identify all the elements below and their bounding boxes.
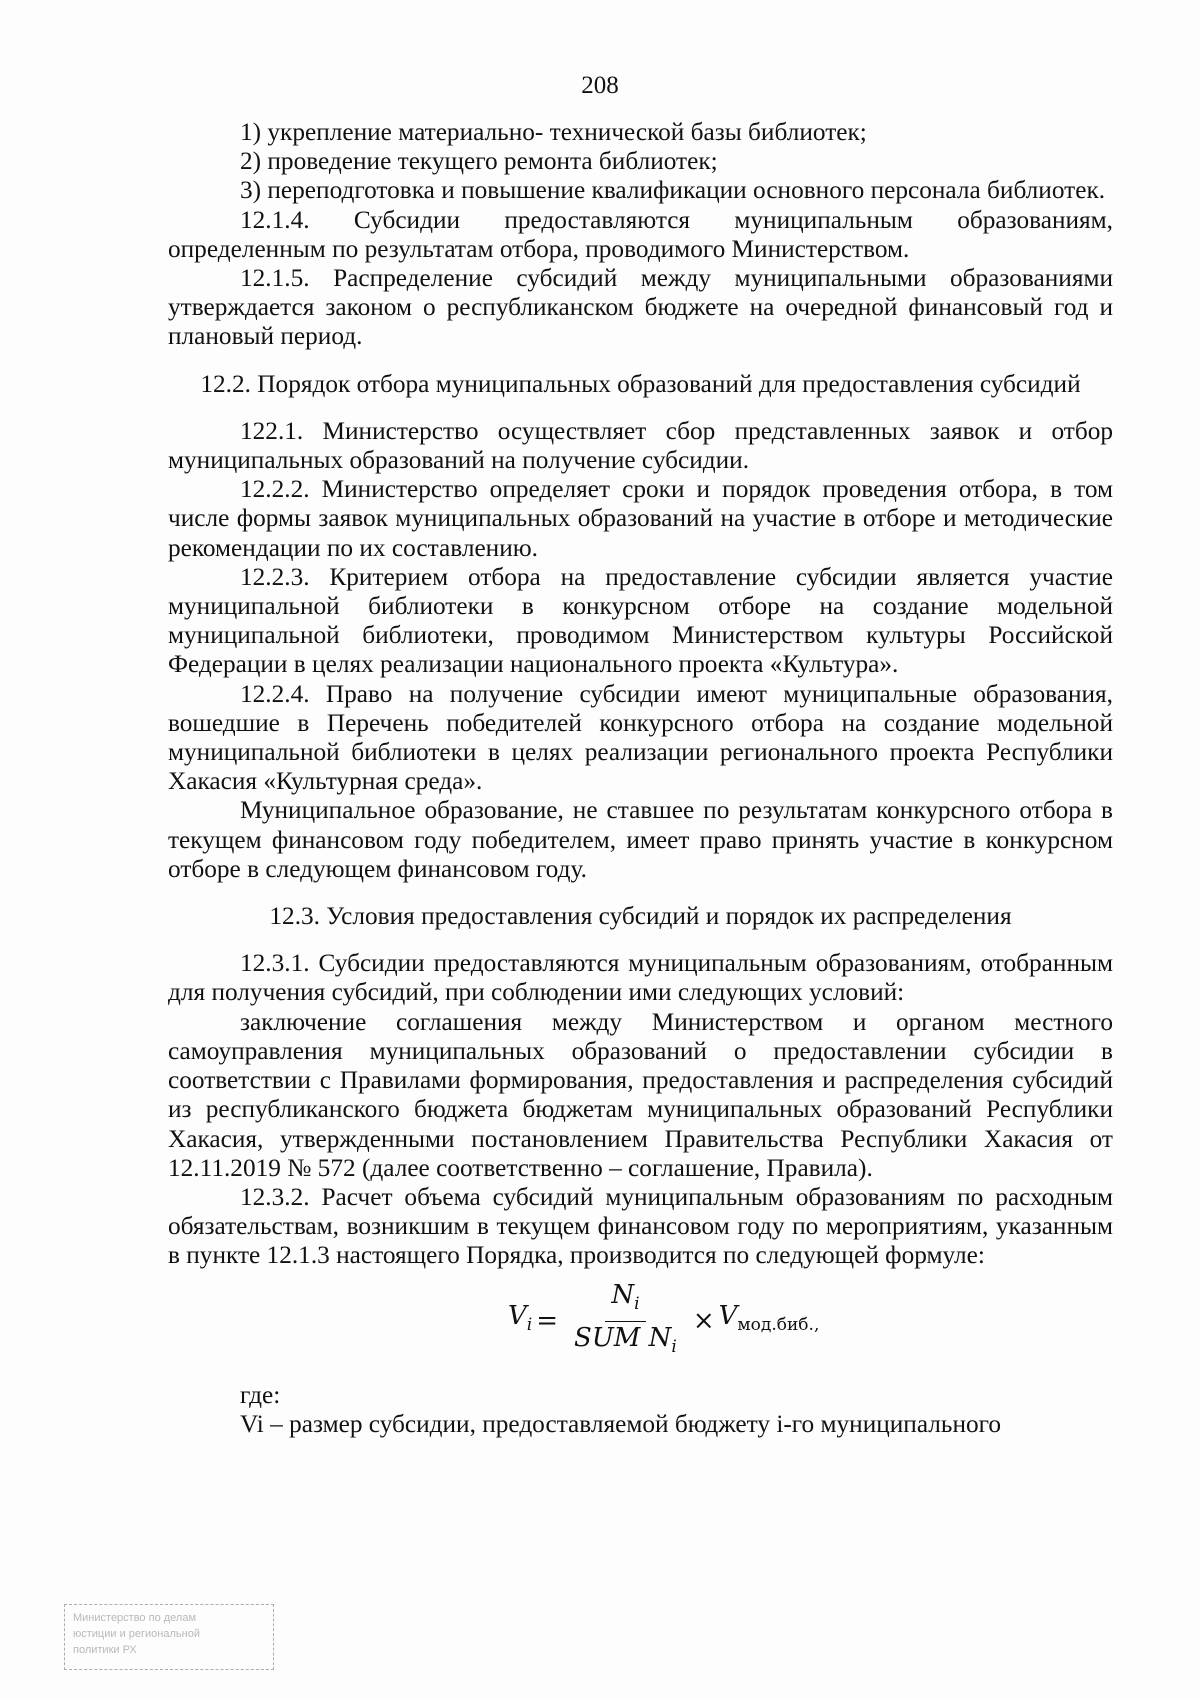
- spacer: [168, 352, 1113, 370]
- formula-denominator: SUM $N_i$: [574, 1322, 677, 1357]
- definition-vi: Vi – размер субсидии, предоставляемой бюджету i-го муниципального: [240, 1409, 1002, 1438]
- paragraph-12-2-1: 122.1. Министерство осуществляет сбор представленных заявок и отбор муниципальных образований на получение субсидии.: [168, 416, 1113, 475]
- paragraph-12-1-5: 12.1.5. Распределение субсидий между муниципальными образованиями утверждается законом о республиканском бюджете на очередной финансовый год и плановый период.: [168, 264, 1113, 351]
- section-heading-12-3: 12.3. Условия предоставления субсидий и порядок их распределения: [269, 902, 1012, 931]
- subsidy-formula: [168, 1275, 1113, 1367]
- formula-equals: =: [536, 1305, 559, 1336]
- formula-numerator: $N_i$: [605, 1281, 645, 1322]
- formula-fraction: [568, 1281, 683, 1362]
- spacer: [168, 399, 1113, 417]
- stamp-line: юстиции и региональной: [73, 1628, 200, 1640]
- where-label: где:: [240, 1380, 281, 1409]
- formula-times: ×: [692, 1305, 715, 1336]
- formula-expression: [508, 1281, 819, 1362]
- paragraph-item-3: 3) переподготовка и повышение квалификации основного персонала библиотек.: [240, 176, 1106, 205]
- section-heading-12-2: 12.2. Порядок отбора муниципальных образований для предоставления субсидий: [200, 369, 1081, 398]
- stamp-line: политики РХ: [73, 1644, 137, 1656]
- paragraph-12-3-2: 12.3.2. Расчет объема субсидий муниципальным образованиям по расходным обязательствам, возникшим в текущем финансовом году по мероприятиям, указанным в пункте 12.1.3 настоящего Порядка, производится по следующей формуле:: [168, 1182, 1113, 1270]
- paragraph-agreement-condition: заключение соглашения между Министерством и органом местного самоуправления муниципальных образований о предоставлении субсидии в соответствии с Правилами формирования, предоставления и распределения субсидий из республиканского бюджета бюджетам муниципальных образований Республики Хакасия, утвержденными постановлением Правительства Республики Хакасия от 12.11.2019 № 572 (далее соответственно – соглашение, Правила).: [168, 1007, 1113, 1182]
- registration-stamp: [64, 1604, 274, 1670]
- spacer: [168, 931, 1113, 949]
- paragraph-12-2-3: 12.2.3. Критерием отбора на предоставление субсидии является участие муниципальной библиотеки в конкурсном отборе на создание модельной муниципальной библиотеки, проводимом Министерством культуры Российской Федерации в целях реализации национального проекта «Культура».: [168, 562, 1113, 679]
- spacer: [168, 884, 1113, 902]
- paragraph-12-1-4: 12.1.4. Субсидии предоставляются муниципальным образованиям, определенным по результатам отбора, проводимого Министерством.: [168, 205, 1113, 263]
- page-number: 208: [581, 72, 619, 99]
- paragraph-12-3-1: 12.3.1. Субсидии предоставляются муниципальным образованиям, отобранным для получения субсидий, при соблюдении ими следующих условий:: [168, 949, 1113, 1007]
- document-body: [168, 118, 1113, 1439]
- paragraph-municipal-note: Муниципальное образование, не ставшее по результатам конкурсного отбора в текущем финансовом году победителем, имеет право принять участие в конкурсном отборе в следующем финансовом году.: [168, 796, 1113, 883]
- paragraph-12-2-2: 12.2.2. Министерство определяет сроки и порядок проведения отбора, в том числе формы заявок муниципальных образований на участие в отборе и методические рекомендации по их составлению.: [168, 475, 1113, 562]
- paragraph-item-2: 2) проведение текущего ремонта библиотек;: [240, 147, 718, 176]
- paragraph-12-2-4: 12.2.4. Право на получение субсидии имеют муниципальные образования, вошедшие в Перечень победителей конкурсного отбора на создание модельной муниципальной библиотеки в целях реализации регионального проекта Республики Хакасия «Культурная среда».: [168, 679, 1113, 796]
- paragraph-item-1: 1) укрепление материально- технической базы библиотек;: [240, 118, 867, 146]
- stamp-line: Министерство по делам: [73, 1612, 197, 1624]
- formula-lhs: $V_i$: [508, 1301, 533, 1336]
- formula-factor: $V_{мод.биб.,}$: [718, 1301, 820, 1336]
